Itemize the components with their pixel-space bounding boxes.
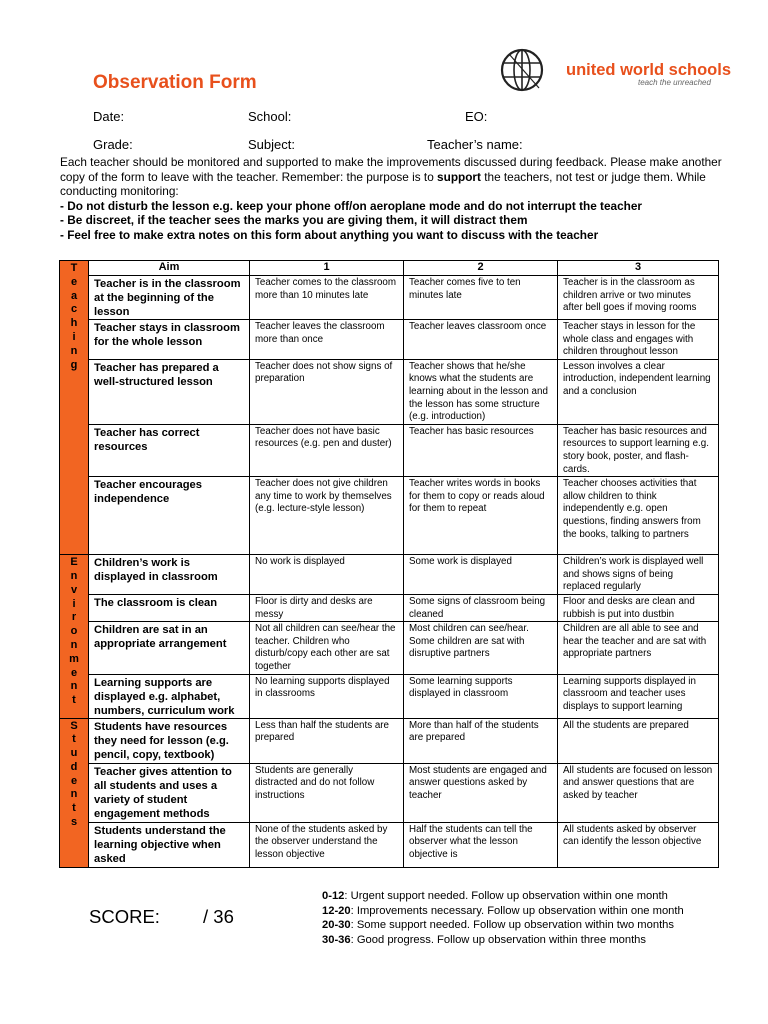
level-3-cell: Lesson involves a clear introduction, independent learning and a conclusion	[558, 359, 719, 424]
section-letter: n	[70, 569, 78, 582]
page-title: Observation Form	[93, 72, 257, 93]
table-row	[60, 276, 719, 320]
table-row	[60, 763, 719, 822]
section-letter: t	[72, 694, 76, 707]
level-2-cell: Teacher comes five to ten minutes late	[404, 276, 558, 320]
section-letter: n	[70, 638, 78, 651]
section-students	[60, 718, 89, 867]
instructions	[60, 155, 740, 242]
section-letter: S	[70, 719, 78, 732]
subject-label: Subject:	[248, 137, 295, 152]
instruction-bullet: - Be discreet, if the teacher sees the marks you are giving them, it will distract them	[60, 213, 528, 227]
legend-item: 30-36: Good progress. Follow up observation within three months	[322, 933, 647, 946]
level-2-cell: Some learning supports displayed in classroom	[404, 674, 558, 718]
column-header: Aim	[89, 261, 250, 276]
section-letter: n	[70, 680, 78, 693]
table-row	[60, 622, 719, 674]
level-3-cell: Children are all able to see and hear the teacher and are sat with appropriate partners	[558, 622, 719, 674]
level-2-cell: More than half of the students are prepared	[404, 718, 558, 763]
level-1-cell: Teacher does not give children any time to work by themselves (e.g. lecture-style lesson)	[250, 477, 404, 555]
aim-cell: Children’s work is displayed in classroom	[89, 555, 250, 595]
level-3-cell: All the students are prepared	[558, 718, 719, 763]
section-letter: v	[70, 583, 78, 596]
aim-cell: Teacher has prepared a well-structured lesson	[89, 359, 250, 424]
grade-label: Grade:	[93, 137, 133, 152]
section-letter: o	[70, 625, 78, 638]
level-3-cell: All students are focused on lesson and answer questions that are asked by teacher	[558, 763, 719, 822]
aim-cell: Teacher encourages independence	[89, 477, 250, 555]
level-1-cell: No learning supports displayed in classrooms	[250, 674, 404, 718]
section-letter: i	[72, 597, 76, 610]
section-letter: m	[69, 652, 79, 665]
table-row	[60, 674, 719, 718]
section-letter: n	[70, 344, 78, 357]
level-1-cell: Not all children can see/hear the teacher. Children who disturb/copy each other are sat together	[250, 622, 404, 674]
section-environment	[60, 555, 89, 718]
instruction-bullet: - Do not disturb the lesson e.g. keep your phone off/on aeroplane mode and do not interrupt the teacher	[60, 198, 643, 213]
level-3-cell: Teacher is in the classroom as children arrive or two minutes after bell goes if moving rooms	[558, 276, 719, 320]
level-2-cell: Some signs of classroom being cleaned	[404, 594, 558, 621]
table-row	[60, 424, 719, 476]
level-2-cell: Some work is displayed	[404, 555, 558, 595]
level-1-cell: Floor is dirty and desks are messy	[250, 594, 404, 621]
section-letter: e	[70, 275, 78, 288]
globe-icon	[499, 44, 551, 96]
level-3-cell: Teacher chooses activities that allow children to think independently e.g. open questions, finding answers from the books, talking to partners	[558, 477, 719, 555]
table-row	[60, 477, 719, 555]
section-letter: t	[72, 802, 76, 815]
section-letter: r	[71, 611, 77, 624]
aim-cell: Teacher stays in classroom for the whole lesson	[89, 320, 250, 360]
table-row	[60, 718, 719, 763]
instructions-text: Each teacher should be monitored and supported to make the improvements discussed during feedback. Please make another copy of the form to leave with the teacher. Remember: the purpose is to support the teachers, not test or judge them. While conducting monitoring:	[60, 155, 722, 198]
level-2-cell: Teacher has basic resources	[404, 424, 558, 476]
section-letter: E	[70, 556, 78, 569]
section-letter: n	[70, 788, 78, 801]
table-row	[60, 359, 719, 424]
level-3-cell: Floor and desks are clean and rubbish is put into dustbin	[558, 594, 719, 621]
level-2-cell: Most children can see/hear. Some children are sat with disruptive partners	[404, 622, 558, 674]
section-letter: t	[72, 733, 76, 746]
school-label: School:	[248, 109, 292, 124]
column-header: 2	[404, 261, 558, 276]
level-2-cell: Teacher writes words in books for them to copy or reads aloud for them to repeat	[404, 477, 558, 555]
level-2-cell: Teacher shows that he/she knows what the students are learning about in the lesson and the lesson has some structure (e.g. introduction)	[404, 359, 558, 424]
level-1-cell: No work is displayed	[250, 555, 404, 595]
level-1-cell: Students are generally distracted and do not follow instructions	[250, 763, 404, 822]
section-letter: e	[70, 666, 78, 679]
aim-cell: Students have resources they need for lesson (e.g. pencil, copy, textbook)	[89, 718, 250, 763]
table-header-row	[60, 261, 719, 276]
logo-tagline: teach the unreached	[638, 78, 711, 87]
logo-name: united world schools	[566, 61, 732, 79]
aim-cell: Teacher is in the classroom at the beginning of the lesson	[89, 276, 250, 320]
level-3-cell: Learning supports displayed in classroom and teacher uses displays to support learning	[558, 674, 719, 718]
level-1-cell: Less than half the students are prepared	[250, 718, 404, 763]
aim-cell: Learning supports are displayed e.g. alphabet, numbers, curriculum work	[89, 674, 250, 718]
aim-cell: Children are sat in an appropriate arrangement	[89, 622, 250, 674]
table-row	[60, 555, 719, 595]
section-teaching	[60, 261, 89, 555]
observation-table	[59, 260, 719, 868]
section-letter: h	[70, 317, 78, 330]
date-label: Date:	[93, 109, 125, 124]
level-1-cell: Teacher leaves the classroom more than once	[250, 320, 404, 360]
level-1-cell: None of the students asked by the observer understand the lesson objective	[250, 822, 404, 867]
aim-cell: Students understand the learning objective when asked	[89, 822, 250, 867]
table-row	[60, 822, 719, 867]
aim-cell: Teacher gives attention to all students and uses a variety of student engagement methods	[89, 763, 250, 822]
section-letter: u	[70, 747, 78, 760]
logo	[499, 44, 749, 96]
table-row	[60, 320, 719, 360]
level-3-cell: Children’s work is displayed well and shows signs of being replaced regularly	[558, 555, 719, 595]
score-legend	[322, 889, 684, 947]
level-3-cell: Teacher has basic resources and resources to support learning e.g. story book, poster, and flash-cards.	[558, 424, 719, 476]
legend-item: 12-20: Improvements necessary. Follow up observation within one month	[322, 904, 684, 917]
section-letter: g	[70, 358, 78, 371]
section-letter: i	[72, 330, 76, 343]
legend-item: 20-30: Some support needed. Follow up observation within two months	[322, 919, 674, 932]
aim-cell: The classroom is clean	[89, 594, 250, 621]
section-letter: e	[70, 774, 78, 787]
aim-cell: Teacher has correct resources	[89, 424, 250, 476]
eo-label: EO:	[465, 109, 488, 124]
level-2-cell: Half the students can tell the observer what the lesson objective is	[404, 822, 558, 867]
score-label: SCORE:	[89, 906, 160, 927]
level-1-cell: Teacher comes to the classroom more than 10 minutes late	[250, 276, 404, 320]
section-letter: c	[70, 303, 78, 316]
column-header: 1	[250, 261, 404, 276]
instruction-bullet: - Feel free to make extra notes on this form about anything you want to discuss with the teacher	[60, 227, 599, 242]
level-3-cell: Teacher stays in lesson for the whole class and engages with children throughout lesson	[558, 320, 719, 360]
teacher-name-label: Teacher’s name:	[427, 137, 523, 152]
level-1-cell: Teacher does not have basic resources (e.g. pen and duster)	[250, 424, 404, 476]
level-2-cell: Most students are engaged and answer questions asked by teacher	[404, 763, 558, 822]
section-letter: T	[70, 262, 78, 274]
table-row	[60, 594, 719, 621]
section-letter: a	[70, 289, 78, 302]
level-2-cell: Teacher leaves classroom once	[404, 320, 558, 360]
level-1-cell: Teacher does not show signs of preparation	[250, 359, 404, 424]
section-letter: s	[70, 816, 78, 829]
column-header: 3	[558, 261, 719, 276]
score-total: / 36	[203, 906, 234, 927]
level-3-cell: All students asked by observer can identify the lesson objective	[558, 822, 719, 867]
legend-item: 0-12: Urgent support needed. Follow up observation within one month	[322, 890, 668, 902]
section-letter: d	[70, 760, 78, 773]
